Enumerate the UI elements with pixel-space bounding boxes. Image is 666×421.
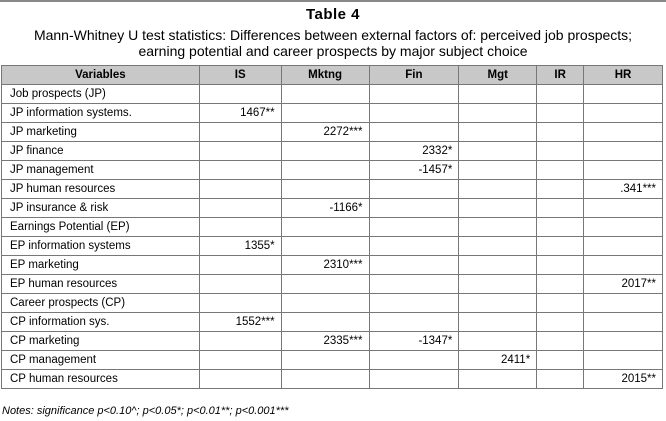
variable-cell: CP human resources bbox=[2, 370, 200, 389]
statistic-cell: -1347* bbox=[369, 332, 459, 351]
statistic-cell bbox=[459, 237, 537, 256]
statistic-cell bbox=[459, 85, 537, 104]
statistic-cell bbox=[199, 275, 281, 294]
statistic-cell bbox=[369, 275, 459, 294]
table-row bbox=[2, 85, 663, 104]
statistic-cell bbox=[459, 256, 537, 275]
variable-cell: Career prospects (CP) bbox=[2, 294, 200, 313]
variable-cell: JP human resources bbox=[2, 180, 200, 199]
statistic-cell bbox=[459, 294, 537, 313]
statistic-cell bbox=[369, 370, 459, 389]
statistic-cell bbox=[199, 142, 281, 161]
statistic-cell bbox=[281, 161, 369, 180]
statistic-cell bbox=[199, 332, 281, 351]
statistic-cell bbox=[537, 332, 584, 351]
statistic-cell: 2411* bbox=[459, 351, 537, 370]
statistic-cell: 2332* bbox=[369, 142, 459, 161]
statistic-cell bbox=[537, 161, 584, 180]
variable-cell: Earnings Potential (EP) bbox=[2, 218, 200, 237]
statistic-cell bbox=[584, 218, 663, 237]
statistic-cell bbox=[281, 180, 369, 199]
statistic-cell bbox=[199, 199, 281, 218]
table-row bbox=[2, 161, 663, 180]
statistic-cell bbox=[199, 180, 281, 199]
column-header-fin: Fin bbox=[369, 66, 459, 85]
statistic-cell bbox=[537, 180, 584, 199]
statistic-cell bbox=[369, 180, 459, 199]
variable-cell: JP marketing bbox=[2, 123, 200, 142]
statistic-cell: 2272*** bbox=[281, 123, 369, 142]
statistic-cell bbox=[584, 256, 663, 275]
statistic-cell bbox=[369, 104, 459, 123]
statistic-cell bbox=[459, 161, 537, 180]
statistic-cell bbox=[199, 370, 281, 389]
column-header-variables: Variables bbox=[2, 66, 200, 85]
mann-whitney-table bbox=[1, 65, 663, 389]
statistic-cell: -1457* bbox=[369, 161, 459, 180]
statistic-cell bbox=[459, 275, 537, 294]
table-row bbox=[2, 313, 663, 332]
statistic-cell bbox=[199, 123, 281, 142]
statistic-cell bbox=[584, 351, 663, 370]
statistic-cell bbox=[369, 123, 459, 142]
variable-cell: JP finance bbox=[2, 142, 200, 161]
column-header-hr: HR bbox=[584, 66, 663, 85]
variable-cell: CP information sys. bbox=[2, 313, 200, 332]
statistic-cell bbox=[281, 294, 369, 313]
statistic-cell bbox=[281, 370, 369, 389]
statistic-cell bbox=[537, 237, 584, 256]
statistic-cell bbox=[584, 313, 663, 332]
table-row bbox=[2, 142, 663, 161]
table-notes: Notes: significance p<0.10^; p<0.05*; p<0.01**; p<0.001*** bbox=[2, 405, 289, 417]
statistic-cell bbox=[537, 85, 584, 104]
statistic-cell: 1467** bbox=[199, 104, 281, 123]
caption-line-2: earning potential and career prospects by major subject choice bbox=[138, 43, 528, 59]
statistic-cell bbox=[537, 142, 584, 161]
statistic-cell bbox=[459, 104, 537, 123]
statistic-cell bbox=[369, 313, 459, 332]
table-row bbox=[2, 351, 663, 370]
statistic-cell bbox=[459, 332, 537, 351]
table-row bbox=[2, 180, 663, 199]
table-row bbox=[2, 256, 663, 275]
caption-line-1: Mann-Whitney U test statistics: Differences between external factors of: perceived job prospects; bbox=[33, 27, 633, 43]
statistic-cell: 1355* bbox=[199, 237, 281, 256]
statistic-cell bbox=[459, 123, 537, 142]
table-row bbox=[2, 294, 663, 313]
statistic-cell bbox=[537, 294, 584, 313]
variable-cell: CP management bbox=[2, 351, 200, 370]
statistic-cell bbox=[369, 85, 459, 104]
statistic-cell bbox=[459, 218, 537, 237]
statistic-cell bbox=[281, 142, 369, 161]
statistic-cell bbox=[369, 256, 459, 275]
statistic-cell bbox=[281, 351, 369, 370]
column-header-is: IS bbox=[199, 66, 281, 85]
statistic-cell bbox=[584, 237, 663, 256]
statistic-cell bbox=[281, 218, 369, 237]
statistic-cell: -1166* bbox=[281, 199, 369, 218]
statistic-cell bbox=[281, 313, 369, 332]
variable-cell: JP information systems. bbox=[2, 104, 200, 123]
statistic-cell bbox=[199, 85, 281, 104]
statistic-cell bbox=[369, 294, 459, 313]
statistic-cell bbox=[281, 104, 369, 123]
statistic-cell bbox=[537, 199, 584, 218]
column-header-mgt: Mgt bbox=[459, 66, 537, 85]
table-row bbox=[2, 370, 663, 389]
statistic-cell bbox=[369, 199, 459, 218]
table-row bbox=[2, 237, 663, 256]
statistic-cell bbox=[369, 218, 459, 237]
statistic-cell bbox=[369, 237, 459, 256]
statistic-cell bbox=[537, 313, 584, 332]
statistic-cell bbox=[584, 294, 663, 313]
statistic-cell: 2310*** bbox=[281, 256, 369, 275]
statistic-cell bbox=[537, 104, 584, 123]
table-row bbox=[2, 199, 663, 218]
statistic-cell bbox=[459, 142, 537, 161]
table-title: Table 4 bbox=[305, 6, 361, 23]
variable-cell: EP information systems bbox=[2, 237, 200, 256]
table-row bbox=[2, 218, 663, 237]
table-row bbox=[2, 275, 663, 294]
variable-cell: JP insurance & risk bbox=[2, 199, 200, 218]
statistic-cell bbox=[459, 313, 537, 332]
statistic-cell bbox=[537, 123, 584, 142]
statistic-cell bbox=[584, 123, 663, 142]
table-row bbox=[2, 123, 663, 142]
statistic-cell: 1552*** bbox=[199, 313, 281, 332]
column-header-mktng: Mktng bbox=[281, 66, 369, 85]
statistic-cell bbox=[281, 275, 369, 294]
statistic-cell bbox=[199, 351, 281, 370]
statistic-cell: 2335*** bbox=[281, 332, 369, 351]
statistic-cell bbox=[537, 218, 584, 237]
statistic-cell bbox=[537, 275, 584, 294]
statistic-cell bbox=[199, 256, 281, 275]
statistic-cell: 2017** bbox=[584, 275, 663, 294]
variable-cell: CP marketing bbox=[2, 332, 200, 351]
table-caption bbox=[0, 27, 666, 59]
statistic-cell bbox=[199, 161, 281, 180]
statistic-cell bbox=[459, 370, 537, 389]
top-rule bbox=[0, 0, 666, 2]
statistic-cell bbox=[537, 256, 584, 275]
table-row bbox=[2, 332, 663, 351]
header-row bbox=[2, 66, 663, 85]
column-header-ir: IR bbox=[537, 66, 584, 85]
statistic-cell bbox=[369, 351, 459, 370]
statistic-cell bbox=[459, 199, 537, 218]
statistic-cell bbox=[459, 180, 537, 199]
statistic-cell bbox=[584, 161, 663, 180]
variable-cell: EP marketing bbox=[2, 256, 200, 275]
statistic-cell: 2015** bbox=[584, 370, 663, 389]
table-row bbox=[2, 104, 663, 123]
statistic-cell bbox=[281, 85, 369, 104]
statistic-cell bbox=[199, 218, 281, 237]
table-body bbox=[2, 85, 663, 389]
statistic-cell: .341*** bbox=[584, 180, 663, 199]
variable-cell: EP human resources bbox=[2, 275, 200, 294]
statistic-cell bbox=[281, 237, 369, 256]
statistic-cell bbox=[584, 199, 663, 218]
variable-cell: JP management bbox=[2, 161, 200, 180]
statistic-cell bbox=[584, 332, 663, 351]
variable-cell: Job prospects (JP) bbox=[2, 85, 200, 104]
statistic-cell bbox=[584, 85, 663, 104]
statistic-cell bbox=[537, 351, 584, 370]
statistic-cell bbox=[537, 370, 584, 389]
statistic-cell bbox=[199, 294, 281, 313]
statistic-cell bbox=[584, 142, 663, 161]
statistic-cell bbox=[584, 104, 663, 123]
